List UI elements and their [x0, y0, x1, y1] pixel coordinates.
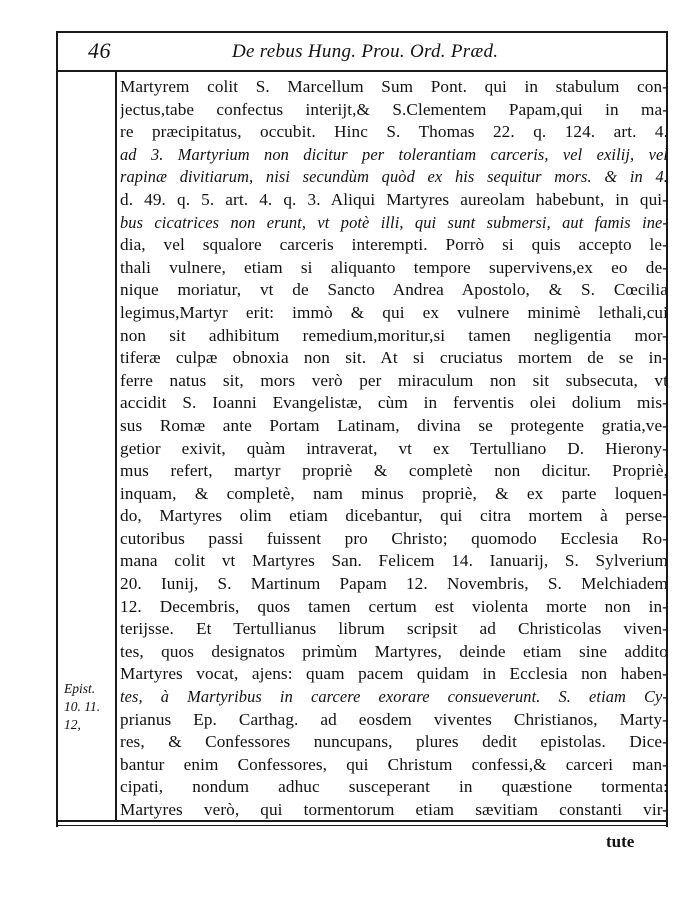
- text-line: inquam, & completè, nam minus propriè, & ex parte loquen-: [120, 483, 668, 503]
- marginal-note-line: Epist.: [64, 681, 96, 696]
- text-line: 12. Decembris, quos tamen certum est violenta morte non in-: [120, 596, 668, 616]
- catchword: tute: [606, 832, 635, 851]
- text-line: rapinæ divitiarum, nisi secundùm quòd ex his sequitur mors. & in 4.: [120, 167, 668, 187]
- header-rule-top: [56, 31, 668, 33]
- text-line: tes, quos designatos primùm Martyres, deinde etiam sine addito: [120, 641, 668, 661]
- text-line: res, & Confessores nuncupans, plures dedit epistolas. Dice-: [120, 732, 668, 752]
- text-line: ad 3. Martyrium non dicitur per tolerantiam carceris, vel exilij, vel: [120, 144, 668, 164]
- marginal-note-line: 12,: [64, 717, 81, 732]
- text-line: d. 49. q. 5. art. 4. q. 3. Aliqui Martyres aureolam habebunt, in qui-: [120, 189, 668, 209]
- text-line: Martyres vocat, ajens: quam pacem quidam in Ecclesia non haben-: [120, 664, 668, 684]
- body-text: [120, 76, 668, 822]
- text-line: mana colit vt Martyres San. Felicem 14. Ianuarij, S. Sylverium: [120, 551, 668, 571]
- text-line: accidit S. Ioanni Evangelistæ, cùm in ferventis olei dolium mis-: [120, 393, 668, 413]
- text-line: legimus,Martyr erit: immò & qui ex vulnere minimè lethali,cui: [120, 302, 668, 322]
- text-line: bus cicatrices non erunt, vt potè illi, qui sunt submersi, aut famis ine-: [120, 212, 668, 232]
- text-line: Martyres verò, qui tormentorum etiam sævitiam constanti vir-: [120, 800, 668, 819]
- text-line: 20. Iunij, S. Martinum Papam 12. Novembris, S. Melchiadem: [120, 574, 668, 594]
- text-line: thali vulnere, etiam si aliquanto tempore supervivens,ex eo de-: [120, 257, 668, 277]
- frame-left: [56, 31, 58, 827]
- marginal-note: [64, 680, 116, 734]
- running-title: De rebus Hung. Prou. Ord. Præd.: [232, 41, 499, 62]
- text-line: re præcipitatus, occubit. Hinc S. Thomas 22. q. 124. art. 4.: [120, 122, 668, 142]
- text-line: sus Romæ ante Portam Latinam, divina se protegente gratia,ve-: [120, 415, 668, 435]
- text-line: cipati, nondum adhuc susceperant in quæstione tormenta:: [120, 777, 668, 797]
- text-line: cutoribus passi fuissent pro Christo; quomodo Ecclesia Ro-: [120, 528, 668, 548]
- text-line: dia, vel squalore carceris interempti. Porrò si quis accepto le-: [120, 235, 668, 255]
- text-line: mus refert, martyr propriè & completè non dicitur. Propriè,: [120, 461, 668, 481]
- text-line: jectus,tabe confectus interijt,& S.Clementem Papam,qui in ma-: [120, 99, 668, 119]
- text-line: bantur enim Confessores, qui Christum confessi,& carceri man-: [120, 754, 668, 774]
- text-line: Martyrem colit S. Marcellum Sum Pont. qui in stabulum con-: [120, 77, 668, 96]
- text-line: terijsse. Et Tertullianus librum scripsit ad Christicolas viven-: [120, 619, 668, 639]
- page-number: 46: [88, 38, 111, 63]
- text-line: tes, à Martyribus in carcere exorare consueverunt. S. etiam Cy-: [120, 687, 668, 707]
- header-rule-bottom: [56, 70, 668, 72]
- text-line: do, Martyres olim etiam dicebantur, qui citra mortem à perse-: [120, 506, 668, 526]
- text-line: nique moriatur, vt de Sancto Andrea Apostolo, & S. Cœcilia: [120, 280, 668, 300]
- text-line: tiferæ culpæ obnoxia non sit. At si cruciatus mortem de se in-: [120, 348, 668, 368]
- text-line: prianus Ep. Carthag. ad eosdem viventes Christianos, Marty-: [120, 709, 668, 729]
- text-line: ferre natus sit, mors verò per miraculum non sit subsecuta, vt: [120, 370, 668, 390]
- text-line: getior exivit, quàm intraverat, vt ex Tertulliano D. Hierony-: [120, 438, 668, 458]
- text-line: non sit adhibitum remedium,moritur,si tamen negligentia mor-: [120, 325, 668, 345]
- footer-rule-double: [56, 825, 668, 826]
- marginal-note-line: 10. 11.: [64, 699, 101, 714]
